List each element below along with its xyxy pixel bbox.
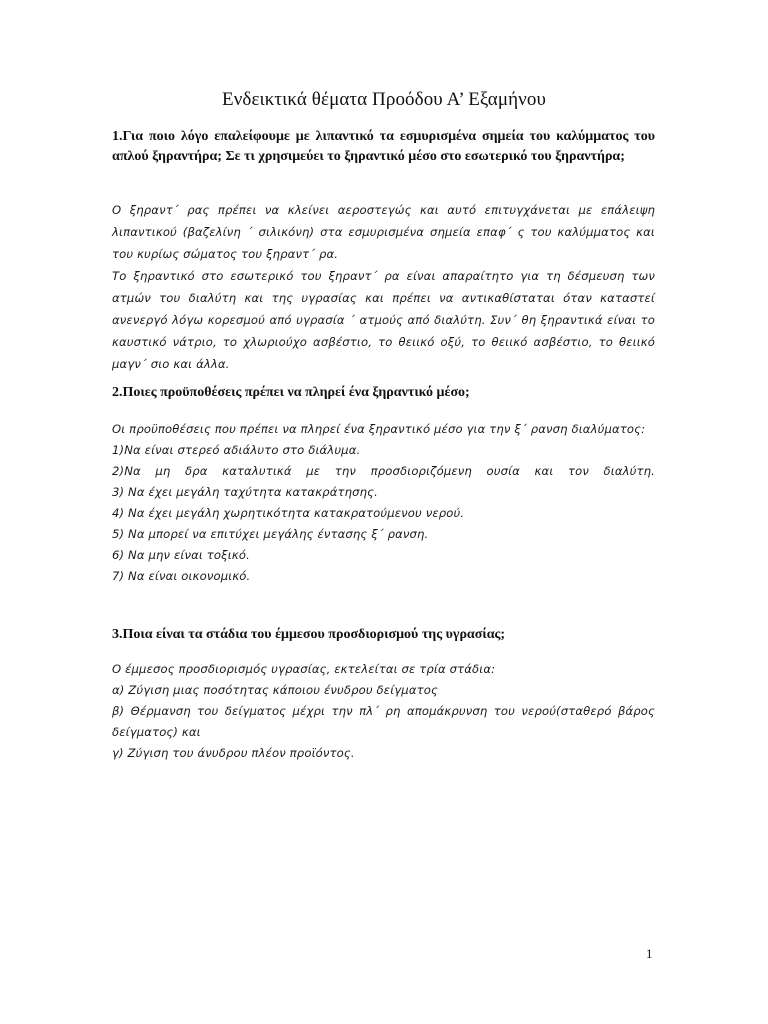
list-item: β) Θέρμανση του δείγματος μέχρι την πλ΄ ρη απομάκρυνση του νερού(σταθερό βάρος δείγματος) και (112, 704, 655, 739)
section-1-answer (112, 199, 655, 375)
section-3 (112, 625, 655, 645)
question-3: 3.Ποια είναι τα στάδια του έμμεσου προσδιορισμού της υγρασίας; (112, 627, 506, 642)
list-item: 5) Να μπορεί να επιτύχει μεγάλης έντασης ξ΄ ρανση. (112, 527, 429, 541)
list-item: 7) Να είναι οικονομικό. (112, 569, 251, 583)
question-1: 1.Για ποιο λόγο επαλείφουμε με λιπαντικό τα εσμυρισμένα σημεία του καλύμματος του απλού ξηραντήρα; Σε τι χρησιμεύει το ξηραντικό μέσο στο εσωτερικό του ξηραντήρα; (112, 129, 655, 164)
page-number: 1 (646, 946, 653, 961)
list-item: γ) Ζύγιση του άνυδρου πλέον προϊόντος. (112, 746, 355, 760)
document-title: Ενδεικτικά θέματα Προόδου Α’ Εξαμήνου (222, 89, 546, 110)
list-item: 2)Να μη δρα καταλυτικά με την προσδιοριζόμενη ουσία και τον διαλύτη. (112, 464, 655, 478)
section-2 (112, 383, 655, 403)
question-2: 2.Ποιες προϋποθέσεις πρέπει να πληρεί ένα ξηραντικό μέσο; (112, 385, 470, 400)
answer-3-intro: Ο έμμεσος προσδιορισμός υγρασίας, εκτελείται σε τρία στάδια: (112, 662, 496, 676)
list-item: 1)Να είναι στερεό αδιάλυτο στο διάλυμα. (112, 443, 361, 457)
list-item: 6) Να μην είναι τοξικό. (112, 548, 250, 562)
section-3-answer (112, 659, 655, 764)
section-1 (112, 127, 655, 167)
list-item: 4) Να έχει μεγάλη χωρητικότητα κατακρατούμενου νερού. (112, 506, 465, 520)
section-2-answer (112, 419, 655, 587)
answer-1-paragraph-2: Το ξηραντικό στο εσωτερικό του ξηραντ΄ ρα είναι απαραίτητο για τη δέσμευση των ατμών του διαλύτη και της υγρασίας και πρέπει να αντικαθίσταται όταν καταστεί ανενεργό λόγω κορεσμού από υγρασία ΄ ατμούς από διαλύτη. Συν΄ θη ξηραντικά είναι το καυστικό νάτριο, το χλωριούχο ασβέστιο, το θειικό οξύ, το θειικό ασβέστιο, το θειικό μαγν΄ σιο και άλλα. (112, 269, 655, 371)
answer-2-intro: Οι προϋποθέσεις που πρέπει να πληρεί ένα ξηραντικό μέσο για την ξ΄ ρανση διαλύματος: (112, 422, 646, 436)
list-item: α) Ζύγιση μιας ποσότητας κάποιου ένυδρου δείγματος (112, 683, 438, 697)
list-item: 3) Να έχει μεγάλη ταχύτητα κατακράτησης. (112, 485, 378, 499)
answer-1-paragraph-1: Ο ξηραντ΄ ρας πρέπει να κλείνει αεροστεγώς και αυτό επιτυγχάνεται με επάλειψη λιπαντικού (βαζελίνη ΄ σιλικόνη) στα εσμυρισμένα σημεία επαφ΄ ς του καλύμματος και του κυρίως σώματος του ξηραντ΄ ρα. (112, 203, 655, 261)
